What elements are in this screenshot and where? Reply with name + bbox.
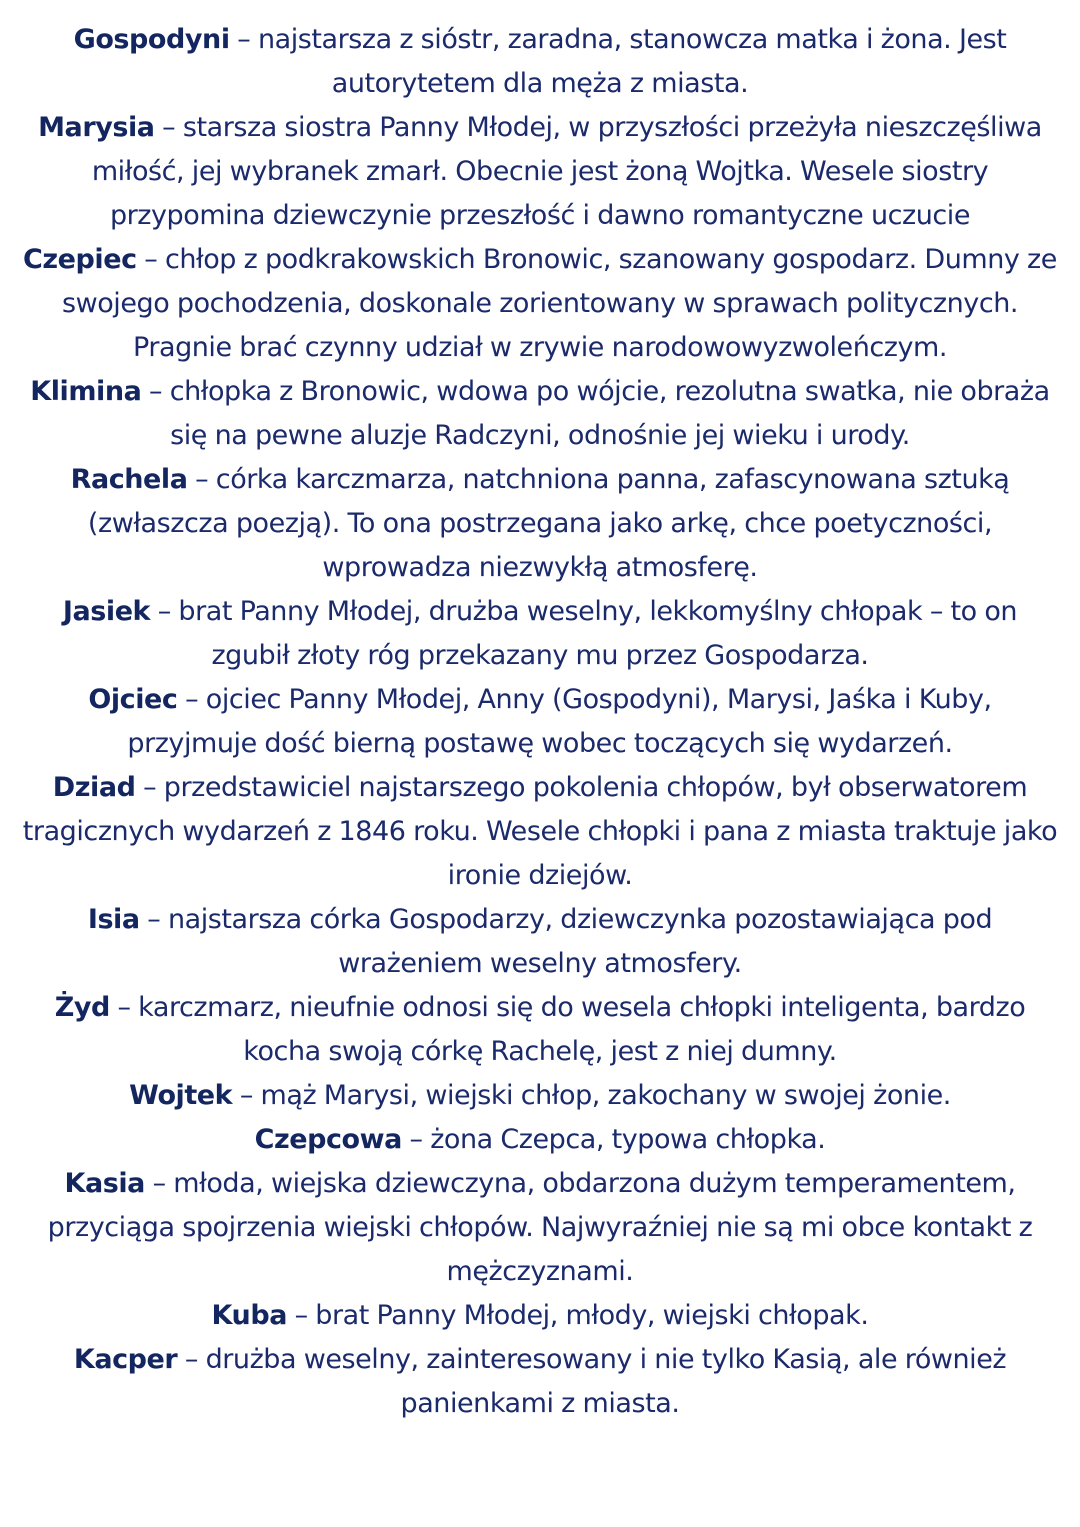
character-name: Klimina [30,376,142,407]
character-entry-rachela [22,458,1058,590]
character-name: Marysia [38,112,155,143]
character-name: Kacper [73,1344,178,1375]
character-description: – karczmarz, nieufnie odnosi się do wesela chłopki inteligenta, bardzo kocha swoją córkę Rachelę, jest z niej dumny. [109,992,1026,1067]
character-entry-dziad [22,766,1058,898]
character-entry-czepcowa [22,1118,1058,1162]
character-entry-marysia [22,106,1058,238]
character-description: – brat Panny Młodej, młody, wiejski chłopak. [286,1300,869,1331]
character-name: Rachela [70,464,188,495]
character-description: – młoda, wiejska dziewczyna, obdarzona dużym temperamentem, przyciąga spojrzenia wiejski chłopów. Najwyraźniej nie są mi obce kontakt z mężczyznami. [47,1168,1033,1287]
character-description: – ojciec Panny Młodej, Anny (Gospodyni), Marysi, Jaśka i Kuby, przyjmuje dość bierną postawę wobec toczących się wydarzeń. [127,684,992,759]
character-description: – mąż Marysi, wiejski chłop, zakochany w swojej żonie. [232,1080,951,1111]
character-name: Jasiek [62,596,151,627]
character-description: – najstarsza z sióstr, zaradna, stanowcza matka i żona. Jest autorytetem dla męża z miasta. [229,24,1007,99]
character-description: – chłop z podkrakowskich Bronowic, szanowany gospodarz. Dumny ze swojego pochodzenia, doskonale zorientowany w sprawach politycznych. Pragnie brać czynny udział w zrywie narodowowyzwoleńczym. [61,244,1057,363]
character-entry-zyd [22,986,1058,1074]
character-name: Ojciec [88,684,178,715]
character-name: Czepiec [23,244,137,275]
character-description: – brat Panny Młodej, drużba weselny, lekkomyślny chłopak – to on zgubił złoty róg przekazany mu przez Gospodarza. [150,596,1018,671]
character-name: Wojtek [129,1080,233,1111]
character-description: – córka karczmarza, natchniona panna, zafascynowana sztuką (zwłaszcza poezją). To ona postrzegana jako arkę, chce poetyczności, wprowadza niezwykłą atmosferę. [87,464,1010,583]
character-entry-gospodyni [22,18,1058,106]
character-description: – drużba weselny, zainteresowany i nie tylko Kasią, ale również panienkami z miasta. [177,1344,1007,1419]
character-entry-kacper [22,1338,1058,1426]
character-name: Żyd [54,992,110,1023]
character-name: Kasia [64,1168,145,1199]
character-entry-ojciec [22,678,1058,766]
character-entry-klimina [22,370,1058,458]
character-entry-kasia [22,1162,1058,1294]
character-name: Kuba [211,1300,287,1331]
character-name: Czepcowa [254,1124,402,1155]
character-entry-kuba [22,1294,1058,1338]
character-description: – żona Czepca, typowa chłopka. [401,1124,826,1155]
character-name: Dziad [52,772,136,803]
character-entry-isia [22,898,1058,986]
character-name: Gospodyni [73,24,230,55]
character-description: – przedstawiciel najstarszego pokolenia chłopów, był obserwatorem tragicznych wydarzeń z 1846 roku. Wesele chłopki i pana z miasta traktuje jako ironie dziejów. [22,772,1058,891]
character-entry-jasiek [22,590,1058,678]
character-description: – najstarsza córka Gospodarzy, dziewczynka pozostawiająca pod wrażeniem weselny atmosfery. [139,904,993,979]
character-description: – starsza siostra Panny Młodej, w przyszłości przeżyła nieszczęśliwa miłość, jej wybranek zmarł. Obecnie jest żoną Wojtka. Wesele siostry przypomina dziewczynie przeszłość i dawno romantyczne uczucie [91,112,1042,231]
character-description: – chłopka z Bronowic, wdowa po wójcie, rezolutna swatka, nie obraża się na pewne aluzje Radczyni, odnośnie jej wieku i urody. [141,376,1050,451]
character-entry-wojtek [22,1074,1058,1118]
character-entry-czepiec [22,238,1058,370]
character-name: Isia [87,904,140,935]
